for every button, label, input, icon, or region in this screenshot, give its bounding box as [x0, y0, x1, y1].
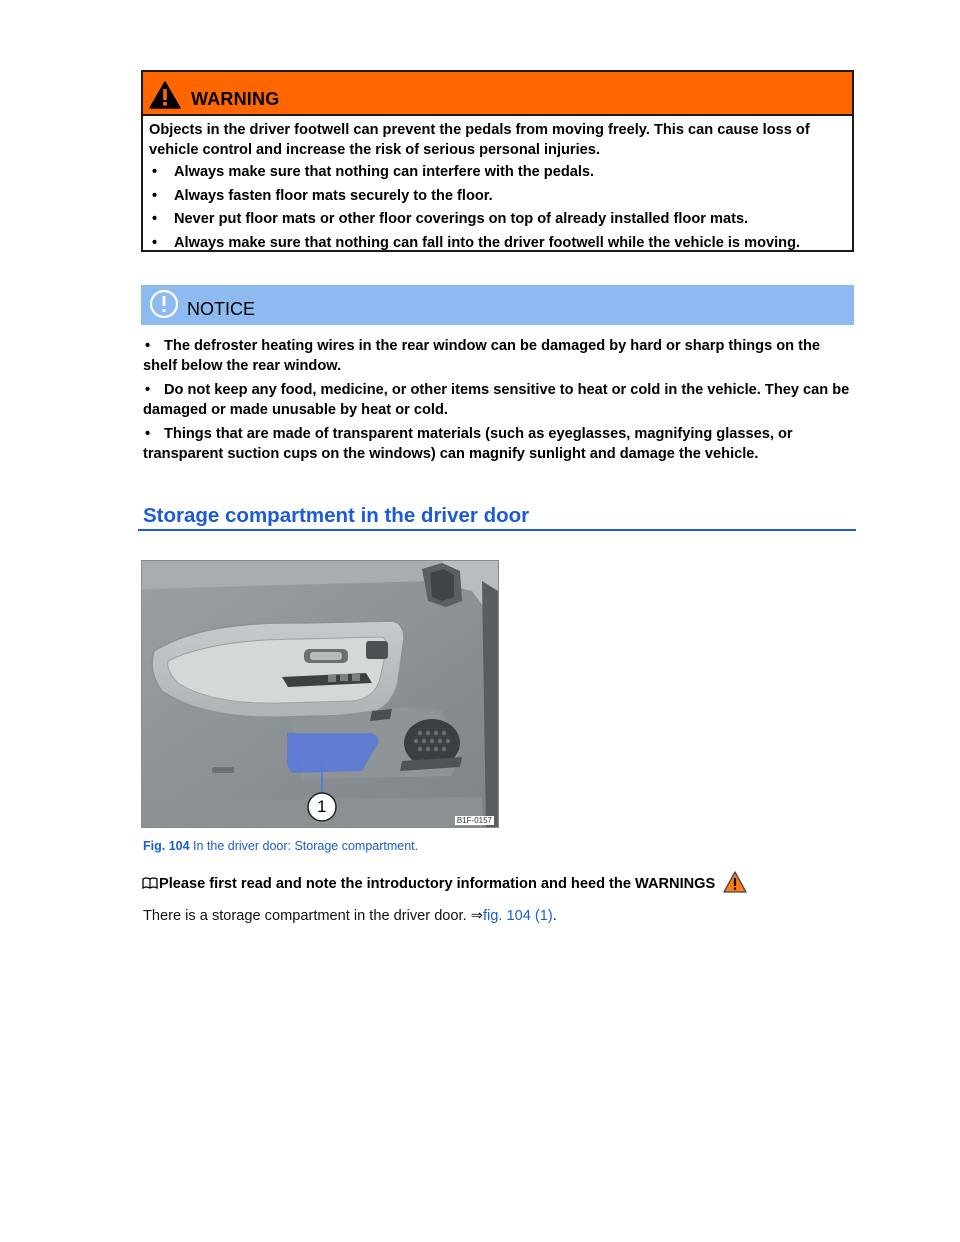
- notice-header: [141, 285, 854, 325]
- bullet: •: [152, 234, 158, 251]
- list-item: [143, 424, 855, 464]
- figure-link[interactable]: fig. 104 (1): [482, 908, 553, 924]
- notice-title: NOTICE: [187, 299, 256, 319]
- figure-code: B1F-0157: [456, 816, 492, 825]
- list-item-text: Always make sure that nothing can interfere with the pedals.: [174, 164, 595, 180]
- bullet: •: [152, 187, 158, 204]
- bullet: •: [152, 211, 158, 227]
- list-item: [143, 380, 855, 420]
- body-text: There is a storage compartment in the driver door.: [143, 908, 471, 924]
- figure-104: [141, 560, 499, 828]
- list-item: [149, 186, 849, 210]
- list-item: [149, 209, 849, 233]
- warning-title: WARNING: [191, 89, 280, 109]
- arrow: ⇒: [470, 908, 483, 924]
- bullet: •: [145, 338, 151, 354]
- read-note: [141, 871, 747, 894]
- body-end: .: [552, 908, 557, 924]
- warning-triangle-icon: [149, 81, 181, 109]
- car-door-illustration: [142, 561, 499, 828]
- warning-triangle-icon[interactable]: [723, 871, 747, 893]
- callout-label: 1: [317, 797, 327, 816]
- notice-list: [143, 336, 855, 468]
- caption-label: Fig. 104: [143, 839, 190, 853]
- warning-box: [141, 70, 854, 252]
- bullet: •: [152, 164, 158, 180]
- warning-intro: Objects in the driver footwell can prevent the pedals from moving freely. This can cause loss of vehicle control and increase the risk of serious personal injuries.: [149, 122, 810, 158]
- list-item-text: Never put floor mats or other floor coverings on top of already installed floor mats.: [174, 211, 749, 227]
- warning-list: [149, 162, 849, 256]
- read-note-text: Please first read and note the introductory information and heed the WARNINGS: [159, 876, 716, 892]
- exclamation-circle-icon: [148, 288, 180, 320]
- body-paragraph: [143, 906, 557, 926]
- list-item: [149, 233, 849, 257]
- list-item-text: Things that are made of transparent materials (such as eyeglasses, magnifying glasses, or transparent suction cups on the windows) can magnify sunlight and damage the vehicle.: [143, 426, 793, 462]
- figure-caption: [143, 839, 418, 853]
- list-item: [143, 336, 855, 376]
- warning-header: [143, 72, 852, 116]
- bullet: •: [145, 426, 151, 442]
- list-item-text: Always make sure that nothing can fall into the driver footwell while the vehicle is moving.: [174, 234, 801, 251]
- section-heading: Storage compartment in the driver door: [143, 504, 530, 527]
- bullet: •: [145, 382, 151, 398]
- section-divider: [138, 529, 856, 531]
- list-item-text: Do not keep any food, medicine, or other items sensitive to heat or cold in the vehicle. They can be damaged or made unusable by heat or cold.: [143, 382, 850, 418]
- open-book-icon: [141, 877, 159, 889]
- list-item-text: Always fasten floor mats securely to the floor.: [174, 187, 493, 204]
- caption-text: In the driver door: Storage compartment.: [189, 839, 419, 853]
- list-item: [149, 162, 849, 186]
- list-item-text: The defroster heating wires in the rear window can be damaged by hard or sharp things on the shelf below the rear window.: [143, 338, 821, 374]
